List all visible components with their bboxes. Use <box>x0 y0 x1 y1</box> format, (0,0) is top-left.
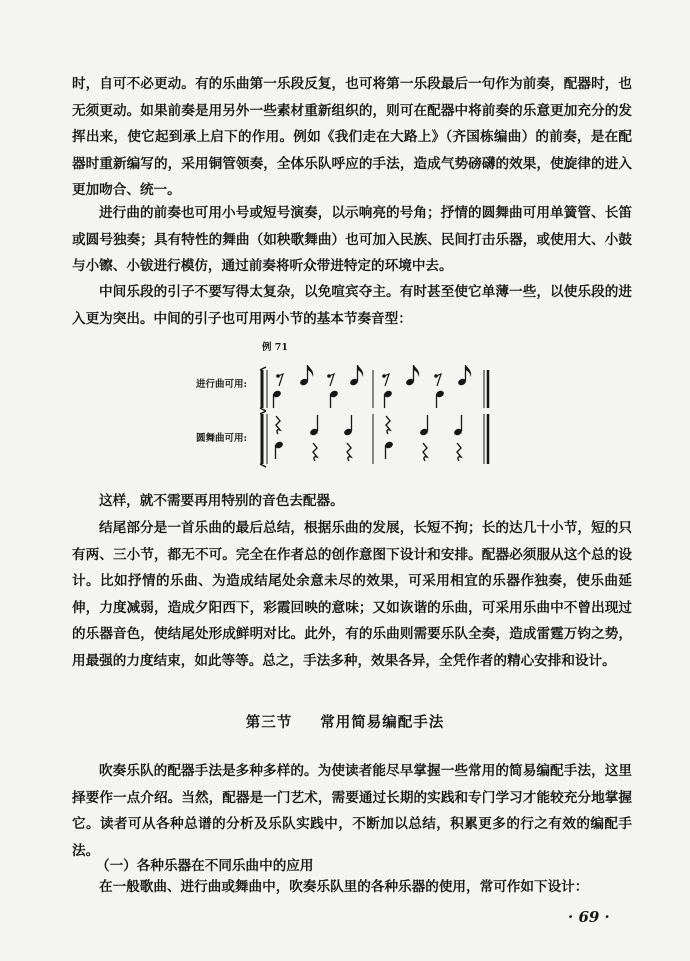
paragraph-march-prelude: 进行曲的前奏也可用小号或短号演奏，以示响亮的号角；抒情的圆舞曲可用单簧管、长笛或圆号独奏；具有特性的舞曲（如秧歌舞曲）也可加入民族、民间打击乐器，或使用大、小鼓与小镲、小钹进行模仿，通过前奏将听众带进特定的环境中去。 <box>72 205 632 275</box>
paragraph-section-intro: 吹奏乐队的配器手法是多种多样的。为使读者能尽早掌握一些常用的简易编配手法，这里择要作一点介绍。当然，配器是一门艺术，需要通过长期的实践和专门学习才能较充分地掌握它。读者可从各种总谱的分析及乐队实践中，不断加以总结，积累更多的行之有效的编配手法。 <box>72 763 632 859</box>
paragraph-intro-continued: 时，自可不必更动。有的乐曲第一乐段反复，也可将第一乐段最后一句作为前奏，配器时，也无须更动。如果前奏是用另外一些素材重新组织的，则可在配器中将前奏的乐意更加充分的发挥出来，使它起到承上启下的作用。例如《我们走在大路上》（齐国栋编曲）的前奏，是在配器时重新编写的，采用铜管领奏，全体乐队呼应的手法，造成气势磅礴的效果，使旋律的进入更加吻合、统一。 <box>72 76 632 199</box>
paragraph-middle-intro: 中间乐段的引子不要写得太复杂，以免喧宾夺主。有时甚至使它单薄一些，以使乐段的进入更为突出。中间的引子也可用两小节的基本节奏音型： <box>72 284 632 327</box>
rhythm-pattern-score <box>250 352 505 472</box>
section-number: 第三节 <box>245 714 293 731</box>
march-system <box>260 365 488 411</box>
march-staff-label: 进行曲可用: <box>196 379 248 390</box>
paragraph-general-design: 在一般歌曲、进行曲或舞曲中，吹奏乐队里的各种乐器的使用，常可作如下设计： <box>99 879 589 895</box>
page-number: · 69 · <box>568 908 610 926</box>
example-number: 例 71 <box>262 342 289 353</box>
subheading-instrument-usage: （一）各种乐器在不同乐曲中的应用 <box>96 858 314 874</box>
waltz-staff-label: 圆舞曲可用: <box>196 433 248 444</box>
waltz-system <box>260 411 488 467</box>
section-heading <box>0 711 690 732</box>
section-title: 常用简易编配手法 <box>320 714 445 731</box>
paragraph-ending: 结尾部分是一首乐曲的最后总结，根据乐曲的发展，长短不拘；长的达几十小节，短的只有两、三小节，都无不可。完全在作者总的创作意图下设计和安排。配器必须服从这个总的设计。比如抒情的乐曲、为造成结尾处余意未尽的效果，可采用相宜的乐器作独奏，使乐曲延伸，力度减弱，造成夕阳西下，彩霞回映的意味；又如诙谐的乐曲，可采用乐曲中不曾出现过的乐器音色，使结尾处形成鲜明对比。此外，有的乐曲则需要乐队全奏，造成雷霆万钧之势，用最强的力度结束，如此等等。总之，手法多种，效果各异，全凭作者的精心安排和设计。 <box>72 520 632 669</box>
paragraph-no-special-timbre: 这样，就不需要再用特别的音色去配器。 <box>99 493 344 509</box>
